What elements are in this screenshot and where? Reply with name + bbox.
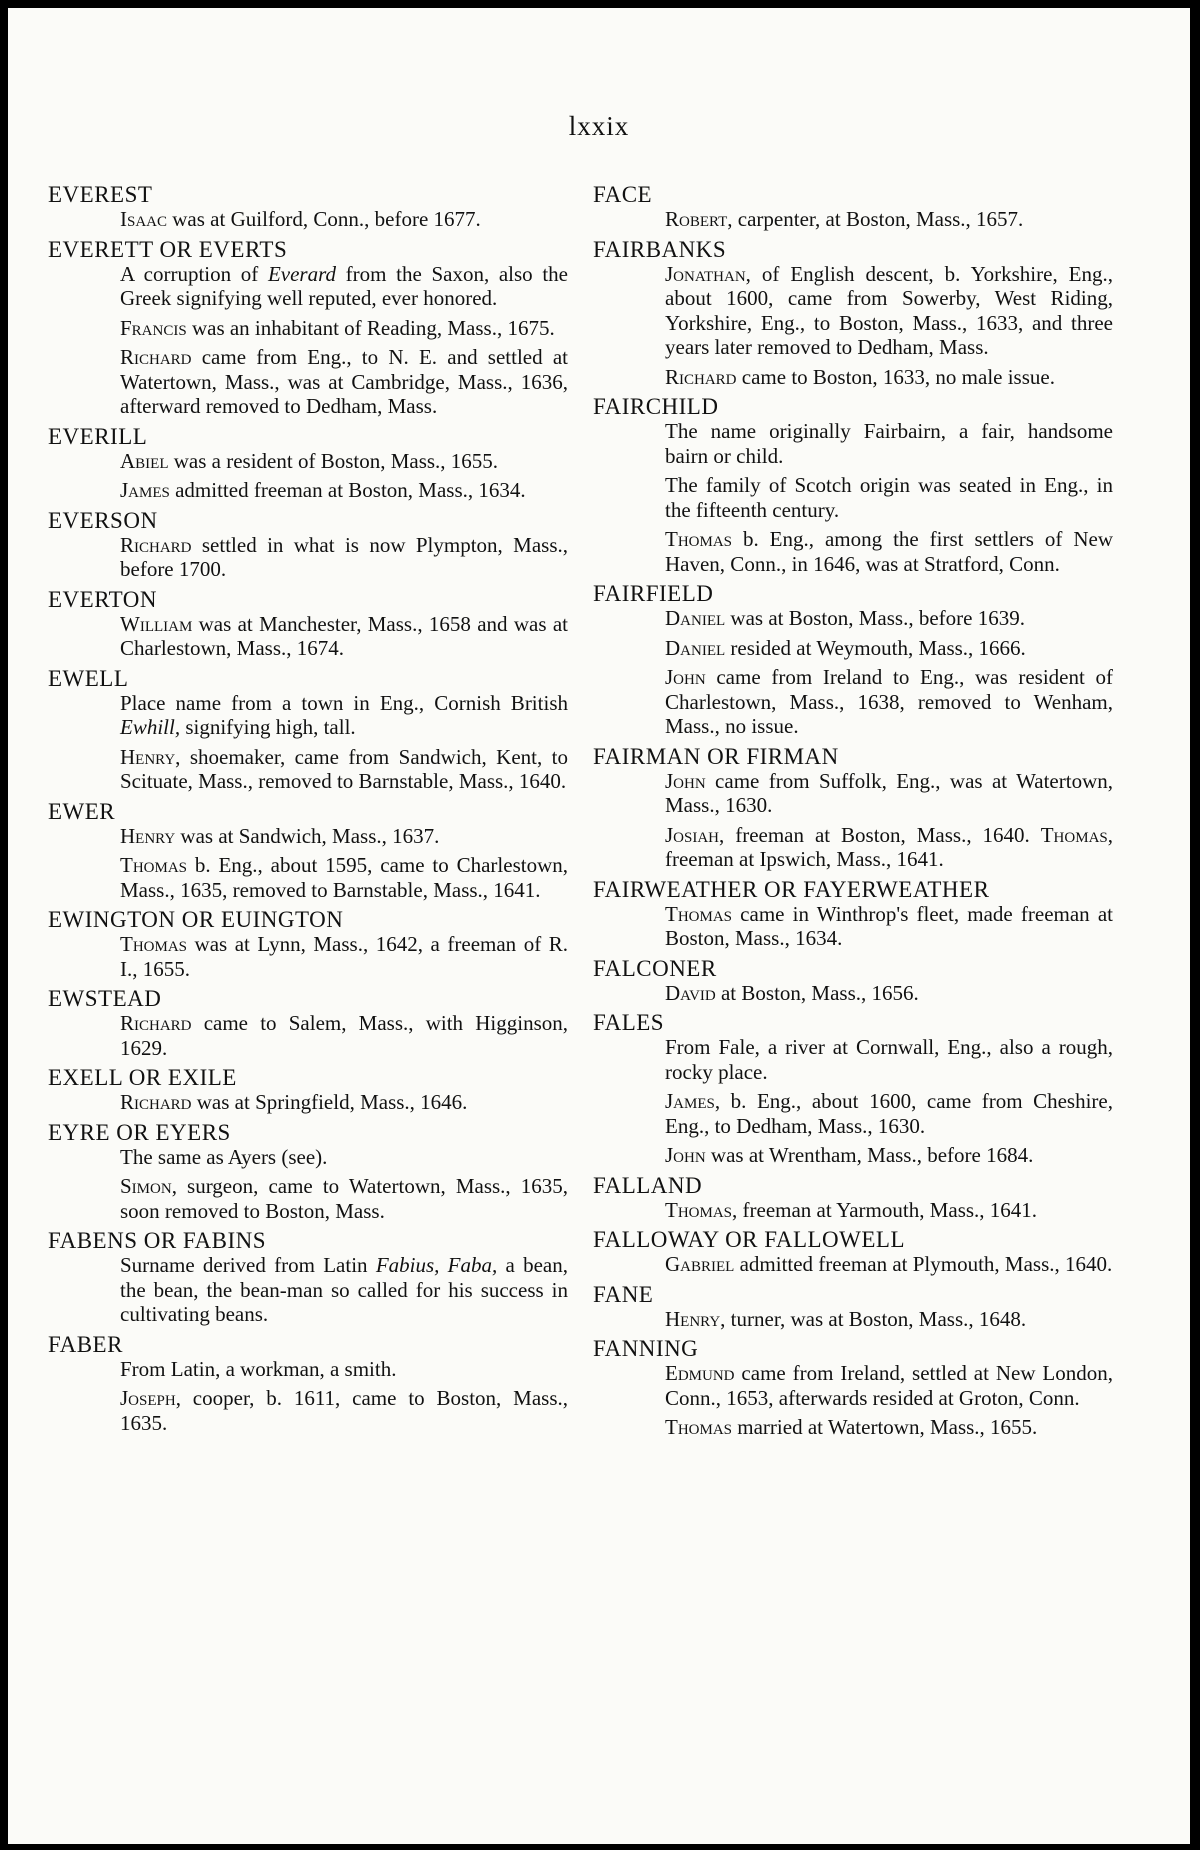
entry-paragraph <box>593 606 1113 631</box>
entry-paragraph <box>48 932 568 981</box>
surname-entry <box>48 907 568 981</box>
entry-paragraph <box>48 853 568 902</box>
right-column <box>593 182 1113 1445</box>
entry-paragraph <box>48 478 568 503</box>
entry-paragraph <box>593 365 1113 390</box>
surname-heading: EWSTEAD <box>48 986 162 1011</box>
entry-paragraph <box>48 345 568 419</box>
surname-heading: FANE <box>593 1281 654 1307</box>
entry-text: b. Eng., about 1595, came to Charlestown, Mass., 1635, removed to Barnstable, Mass., 1641. <box>120 853 568 902</box>
given-name: John <box>665 665 706 689</box>
document-page <box>8 8 1190 1844</box>
surname-entry <box>48 508 568 582</box>
surname-heading: EWELL <box>48 665 129 691</box>
entry-text: signifying high, tall. <box>180 715 356 739</box>
surname-entry <box>48 587 568 661</box>
entry-text: , of English descent, b. Yorkshire, Eng., about 1600, came from Sowerby, West Riding, Yorkshire, Eng., to Boston, Mass., 1633, and three years later removed to Dedham, Mass. <box>665 261 1113 359</box>
entry-text: , carpenter, at Boston, Mass., 1657. <box>727 207 1024 231</box>
entry-text: came to Salem, Mass., with Higginson, 1629. <box>120 1011 568 1060</box>
surname-entry <box>593 1173 1113 1223</box>
given-name: Francis <box>120 315 187 340</box>
page-number: lxxix <box>568 111 630 141</box>
entry-paragraph <box>48 691 568 740</box>
surname-heading: EVERETT OR EVERTS <box>48 236 288 262</box>
entry-text: came in Winthrop's fleet, made freeman at Boston, Mass., 1634. <box>665 901 1113 950</box>
surname-heading: FAIRFIELD <box>593 581 714 606</box>
surname-heading: FABER <box>48 1331 123 1357</box>
entry-text: Surname derived from Latin <box>120 1253 376 1277</box>
entry-text: came from Ireland to Eng., was resident of Charlestown, Mass., 1638, removed to Wenham, Mass., no issue. <box>665 665 1113 738</box>
entry-paragraph <box>48 533 568 582</box>
entry-paragraph <box>48 1174 568 1223</box>
entry-paragraph <box>48 1386 568 1435</box>
entry-text: a bean, the bean, the bean-man so called for his success in cultivating beans. <box>120 1253 568 1326</box>
surname-heading: EVEREST <box>48 182 153 207</box>
entry-paragraph <box>593 473 1113 522</box>
given-name: Thomas <box>665 1415 733 1439</box>
given-name: David <box>665 980 716 1005</box>
entry-paragraph <box>48 1090 568 1115</box>
surname-heading: EVERILL <box>48 423 148 449</box>
entry-paragraph <box>48 449 568 474</box>
entry-paragraph <box>48 824 568 849</box>
surname-heading: FAIRCHILD <box>593 394 719 419</box>
surname-entry <box>48 182 568 232</box>
given-name: Joseph <box>120 1386 176 1410</box>
entry-paragraph <box>593 981 1113 1006</box>
entry-paragraph <box>593 1415 1113 1440</box>
surname-entry <box>48 1120 568 1224</box>
entry-text: was at Sandwich, Mass., 1637. <box>175 823 440 848</box>
entry-paragraph <box>48 1011 568 1060</box>
entry-text: came from Ireland, settled at New London, Conn., 1653, afterwards resided at Groton, Conn. <box>665 1361 1113 1410</box>
given-name: Jonathan <box>665 261 746 286</box>
entry-text: was at Wrentham, Mass., before 1684. <box>705 1143 1034 1167</box>
surname-entry <box>593 394 1113 576</box>
surname-entry <box>593 1336 1113 1440</box>
entry-text: , b. Eng., about 1600, came from Cheshire, Eng., to Dedham, Mass., 1630. <box>665 1089 1113 1138</box>
surname-heading: EWINGTON OR EUINGTON <box>48 907 344 932</box>
entry-text: , surgeon, came to Watertown, Mass., 1635, soon removed to Boston, Mass. <box>120 1174 568 1223</box>
entry-paragraph <box>593 1252 1113 1277</box>
entry-paragraph <box>48 1145 568 1170</box>
entry-paragraph <box>593 902 1113 951</box>
entry-text: Everard <box>267 261 336 286</box>
surname-entry <box>48 799 568 903</box>
surname-heading: FAIRMAN OR FIRMAN <box>593 743 839 769</box>
entry-text: came to Boston, 1633, no male issue. <box>736 364 1055 389</box>
entry-text: was at Lynn, Mass., 1642, a freeman of R. I., 1655. <box>120 932 568 981</box>
surname-heading: EYRE OR EYERS <box>48 1119 231 1145</box>
given-name: Josiah <box>665 822 720 847</box>
given-name: Abiel <box>120 448 169 473</box>
surname-entry <box>593 1010 1113 1168</box>
entry-text: was at Manchester, Mass., 1658 and was at Charlestown, Mass., 1674. <box>120 611 568 660</box>
entry-paragraph <box>48 745 568 794</box>
entry-text: The family of Scotch origin was seated in Eng., in the fifteenth century. <box>665 473 1113 522</box>
given-name: Daniel <box>665 635 726 660</box>
entry-text: The name originally Fairbairn, a fair, handsome bairn or child. <box>665 419 1113 468</box>
given-name: Thomas <box>1040 822 1108 847</box>
surname-heading: EVERSON <box>48 507 158 533</box>
surname-heading: FALES <box>593 1010 665 1035</box>
entry-text: from the Saxon, also the Greek signifying well reputed, ever honored. <box>120 261 568 310</box>
surname-heading: EXELL OR EXILE <box>48 1065 237 1090</box>
entry-paragraph <box>593 1143 1113 1168</box>
given-name: James <box>120 478 170 502</box>
entry-paragraph <box>593 1361 1113 1410</box>
given-name: Thomas <box>120 853 188 877</box>
surname-entry <box>48 1065 568 1115</box>
entry-paragraph <box>593 636 1113 661</box>
given-name: Thomas <box>665 901 733 926</box>
entry-paragraph <box>593 419 1113 468</box>
given-name: Henry <box>120 744 176 769</box>
given-name: Richard <box>120 532 192 557</box>
surname-entry <box>593 1227 1113 1277</box>
surname-entry <box>593 956 1113 1006</box>
given-name: Henry <box>665 1306 721 1331</box>
entry-text: Ewhill, <box>120 715 181 739</box>
surname-entry <box>593 581 1113 739</box>
given-name: Richard <box>120 1090 192 1114</box>
entry-text: was at Springfield, Mass., 1646. <box>191 1090 468 1114</box>
entry-paragraph <box>48 612 568 661</box>
entry-paragraph <box>593 823 1113 872</box>
entry-text: From Latin, a workman, a smith. <box>120 1356 397 1381</box>
given-name: Richard <box>120 1011 192 1035</box>
surname-entry <box>48 424 568 503</box>
given-name: Thomas <box>120 932 188 956</box>
entry-text: admitted freeman at Boston, Mass., 1634. <box>169 478 526 502</box>
entry-paragraph <box>48 1253 568 1327</box>
entry-paragraph <box>593 1089 1113 1138</box>
entry-paragraph <box>593 207 1113 232</box>
entry-text: b. Eng., among the first settlers of New Haven, Conn., in 1646, was at Stratford, Conn. <box>665 527 1113 576</box>
entry-text: at Boston, Mass., 1656. <box>715 980 919 1005</box>
surname-heading: FAIRWEATHER OR FAYERWEATHER <box>593 876 990 902</box>
surname-heading: FALLOWAY OR FALLOWELL <box>593 1227 906 1252</box>
entry-text: was at Guilford, Conn., before 1677. <box>167 207 481 231</box>
entry-paragraph <box>48 262 568 311</box>
entry-text: , freeman at Ipswich, Mass., 1641. <box>665 822 1113 871</box>
entry-paragraph <box>48 316 568 341</box>
given-name: John <box>665 1143 706 1167</box>
entry-paragraph <box>593 1035 1113 1084</box>
entry-paragraph <box>593 527 1113 576</box>
entry-paragraph <box>593 665 1113 739</box>
entry-paragraph <box>593 769 1113 818</box>
surname-heading: FANNING <box>593 1336 699 1361</box>
entry-text: settled in what is now Plympton, Mass., before 1700. <box>120 532 568 581</box>
surname-entry <box>48 986 568 1060</box>
entry-text: , shoemaker, came from Sandwich, Kent, to Scituate, Mass., removed to Barnstable, Mass., 1640. <box>120 744 568 793</box>
entry-text: was at Boston, Mass., before 1639. <box>725 606 1025 630</box>
given-name: John <box>665 768 706 793</box>
given-name: Richard <box>120 345 192 369</box>
surname-entry <box>593 744 1113 872</box>
entry-text: married at Watertown, Mass., 1655. <box>732 1415 1038 1439</box>
surname-heading: FALLAND <box>593 1172 703 1198</box>
surname-entry <box>593 1282 1113 1332</box>
entry-text: A corruption of <box>120 261 268 286</box>
entry-text: came from Suffolk, Eng., was at Watertown, Mass., 1630. <box>665 768 1113 817</box>
surname-entry <box>48 1228 568 1327</box>
given-name: Gabriel <box>665 1252 735 1276</box>
entry-paragraph <box>48 1357 568 1382</box>
entry-text: From Fale, a river at Cornwall, Eng., also a rough, rocky place. <box>665 1035 1113 1084</box>
surname-heading: EVERTON <box>48 586 158 612</box>
surname-entry <box>48 666 568 794</box>
given-name: Thomas <box>665 1197 733 1222</box>
given-name: Henry <box>120 823 176 848</box>
surname-entry <box>593 237 1113 390</box>
surname-heading: FACE <box>593 182 653 207</box>
entry-text: Place name from a town in Eng., Cornish British <box>120 690 568 715</box>
given-name: Thomas <box>665 527 733 551</box>
entry-paragraph <box>593 1198 1113 1223</box>
entry-text: , freeman at Yarmouth, Mass., 1641. <box>732 1197 1038 1222</box>
given-name: James <box>665 1089 715 1113</box>
entry-text: came from Eng., to N. E. and settled at Watertown, Mass., was at Cambridge, Mass., 1636, afterward removed to Dedham, Mass. <box>120 345 568 418</box>
entry-text: , freeman at Boston, Mass., 1640. <box>719 822 1041 847</box>
surname-heading: FAIRBANKS <box>593 236 727 262</box>
entry-paragraph <box>593 1307 1113 1332</box>
surname-entry <box>48 237 568 419</box>
entry-paragraph <box>48 207 568 232</box>
entry-text: was an inhabitant of Reading, Mass., 1675. <box>186 315 555 340</box>
surname-heading: EWER <box>48 798 116 824</box>
given-name: Simon <box>120 1174 172 1198</box>
surname-entry <box>593 877 1113 951</box>
entry-paragraph <box>593 262 1113 360</box>
surname-heading: FABENS OR FABINS <box>48 1228 267 1253</box>
left-column <box>48 182 568 1440</box>
given-name: Robert <box>665 207 728 231</box>
given-name: Isaac <box>120 207 168 231</box>
given-name: William <box>120 611 193 636</box>
given-name: Richard <box>665 364 737 389</box>
entry-text: , turner, was at Boston, Mass., 1648. <box>720 1306 1027 1331</box>
entry-text: was a resident of Boston, Mass., 1655. <box>168 448 499 473</box>
surname-entry <box>593 182 1113 232</box>
surname-entry <box>48 1332 568 1436</box>
given-name: Edmund <box>665 1361 735 1385</box>
given-name: Daniel <box>665 606 726 630</box>
entry-text: Fabius, Faba, <box>375 1253 498 1277</box>
entry-text: admitted freeman at Plymouth, Mass., 1640. <box>734 1252 1113 1276</box>
surname-heading: FALCONER <box>593 955 717 981</box>
entry-text: resided at Weymouth, Mass., 1666. <box>725 635 1026 660</box>
entry-text: The same as Ayers (see). <box>120 1144 328 1169</box>
entry-text: , cooper, b. 1611, came to Boston, Mass., 1635. <box>120 1386 568 1435</box>
